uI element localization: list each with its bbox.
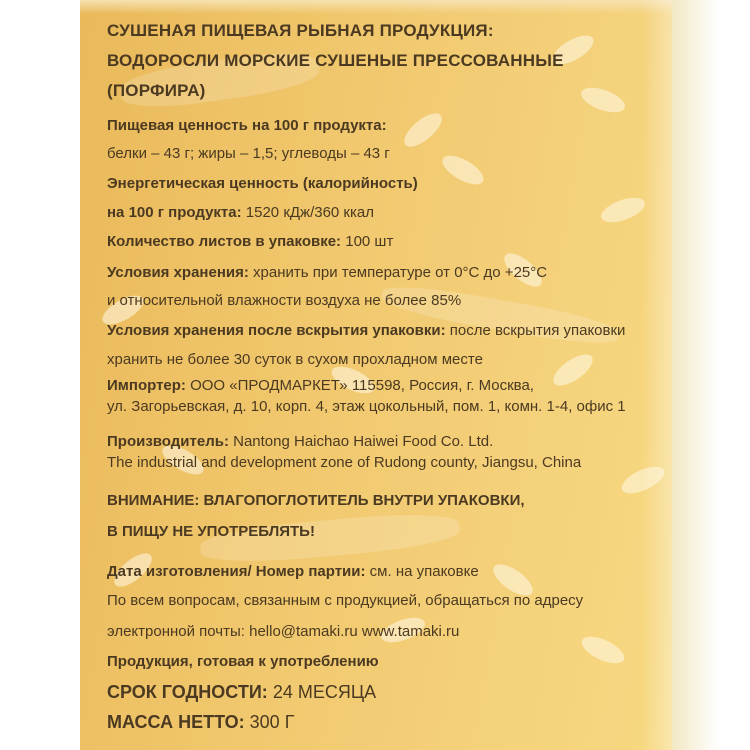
producer-value: Nantong Haichao Haiwei Food Co. Ltd. [233, 433, 494, 450]
storage-open-row [107, 322, 625, 340]
energy-per-label: на 100 г продукта: [107, 204, 242, 221]
storage-open-value: после вскрытия упаковки [449, 322, 626, 339]
leaf-pattern [598, 193, 648, 228]
contact-line1: По всем вопросам, связанным с продукцией, обращаться по адресу [107, 592, 584, 609]
sheets-value: 100 шт [345, 233, 394, 250]
contact-line2: электронной почты: hello@tamaki.ru www.tamaki.ru [107, 623, 460, 640]
importer-cont: ул. Загорьевская, д. 10, корп. 4, этаж цокольный, пом. 1, комн. 1-4, офис 1 [107, 398, 626, 415]
storage-label: Условия хранения: [107, 264, 249, 281]
leaf-pattern [578, 631, 628, 669]
nutrition-label: Пищевая ценность на 100 г продукта: [107, 117, 387, 134]
ready-to-eat: Продукция, готовая к употреблению [107, 653, 379, 670]
energy-label: Энергетическая ценность (калорийность) [107, 175, 418, 192]
shelf-life-value: 24 МЕСЯЦА [272, 682, 377, 702]
importer-row [107, 377, 534, 395]
net-mass-value: 300 Г [249, 712, 295, 732]
package-fold-right [642, 0, 672, 750]
storage-row [107, 264, 547, 282]
shelf-life-row [107, 683, 376, 701]
date-row [107, 563, 479, 581]
storage-value: хранить при температуре от 0°С до +25°С [253, 264, 548, 281]
producer-row [107, 433, 493, 451]
storage-open-cont: хранить не более 30 суток в сухом прохладном месте [107, 351, 483, 368]
sheets-label: Количество листов в упаковке: [107, 233, 342, 250]
producer-label: Производитель: [107, 433, 229, 450]
net-mass-label: МАССА НЕТТО: [107, 712, 245, 732]
storage-cont: и относительной влажности воздуха не более 85% [107, 292, 462, 309]
nutrition-values: белки – 43 г; жиры – 1,5; углеводы – 43 г [107, 145, 390, 162]
leaf-pattern [399, 108, 447, 153]
warning-line2: В ПИЩУ НЕ УПОТРЕБЛЯТЬ! [107, 523, 315, 540]
product-title-line3: (ПОРФИРА) [107, 81, 206, 100]
date-value: см. на упаковке [369, 563, 479, 580]
importer-label: Импортер: [107, 377, 186, 394]
producer-cont: The industrial and development zone of Rudong county, Jiangsu, China [107, 454, 582, 471]
leaf-pattern [578, 83, 628, 118]
product-title-line2: ВОДОРОСЛИ МОРСКИЕ СУШЕНЫЕ ПРЕССОВАННЫЕ [107, 51, 564, 70]
warning-line1: ВНИМАНИЕ: ВЛАГОПОГЛОТИТЕЛЬ ВНУТРИ УПАКОВКИ, [107, 492, 525, 509]
date-label: Дата изготовления/ Номер партии: [107, 563, 366, 580]
package-fold-top [80, 0, 672, 14]
energy-value: 1520 кДж/360 ккал [245, 204, 374, 221]
product-title-line1: СУШЕНАЯ ПИЩЕВАЯ РЫБНАЯ ПРОДУКЦИЯ: [107, 21, 494, 40]
background-edge [672, 0, 750, 750]
storage-open-label: Условия хранения после вскрытия упаковки: [107, 322, 446, 339]
importer-value: ООО «ПРОДМАРКЕТ» 115598, Россия, г. Москва, [190, 377, 534, 394]
shelf-life-label: СРОК ГОДНОСТИ: [107, 682, 268, 702]
leaf-pattern [438, 150, 488, 190]
net-mass-row [107, 713, 294, 731]
sheets-row [107, 233, 393, 251]
leaf-pattern [548, 349, 597, 392]
energy-row [107, 204, 374, 222]
